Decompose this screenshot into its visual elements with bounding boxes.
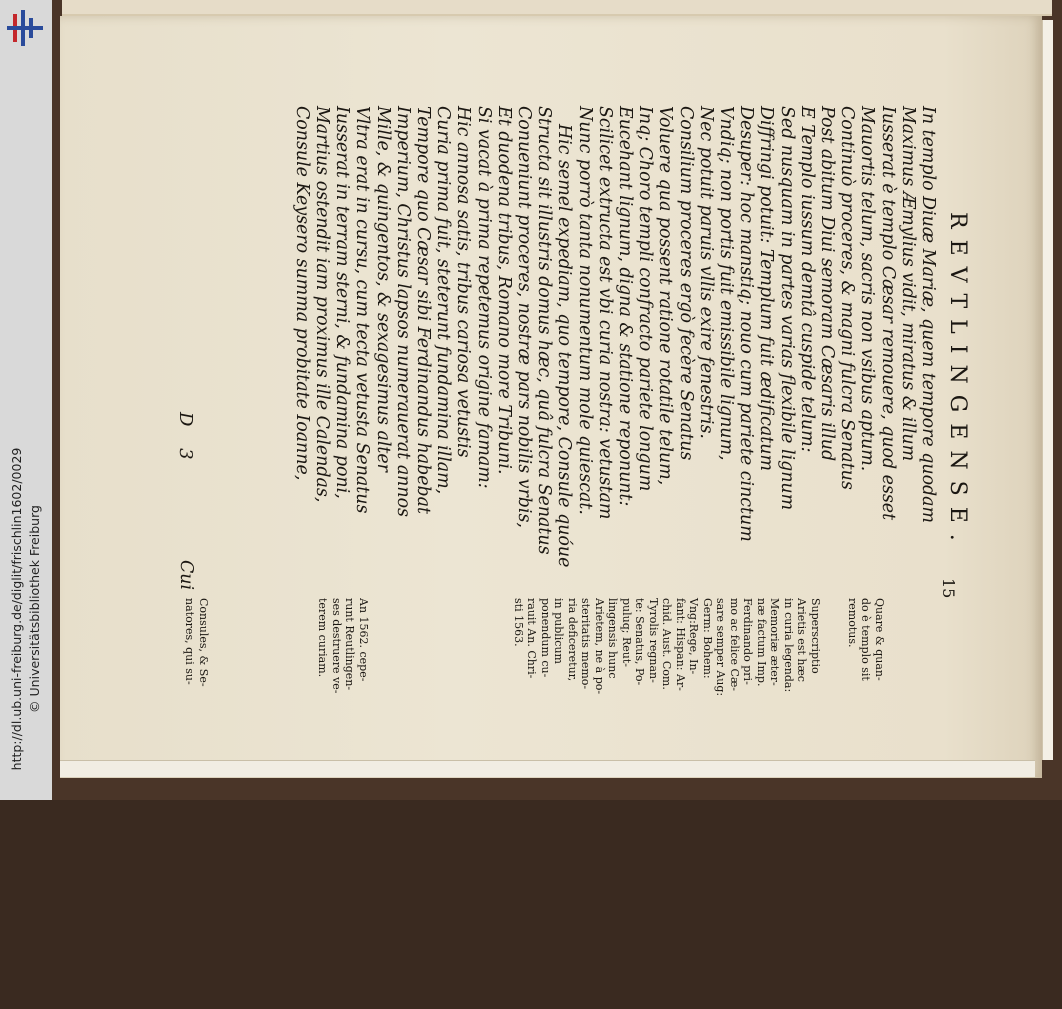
verse-line: Mille, & quingentos, & sexagesimus alter <box>372 106 393 472</box>
verse-line: Continuò proceres, & magni fulcra Senatus <box>837 106 858 490</box>
verse-line: Consule Keysero summa probitate Ioanne, <box>291 106 312 481</box>
verse-line: Si vacat à prima repetemus origine famam: <box>473 106 494 489</box>
verse-line: Conueniunt proceres, nostræ pars nobilis vrbis, <box>514 106 534 528</box>
verse-line: E Templo iussum demtâ cuspide telum: <box>796 106 817 453</box>
margin-note-3: An 1562. cepe- runt Reutlingen- ses destruere ve- terem curiam. <box>316 598 370 694</box>
verse-line: Imperium, Christus lapsos numerauerat annos <box>392 106 413 517</box>
margin-note-1: Quare & quan- do è templo sit remotus. <box>846 598 886 681</box>
verse-line: Scilicet extructa est vbi curia nostra: vetustam <box>594 106 615 520</box>
signature-mark: D 3 <box>175 412 196 468</box>
verse-line: Vltra erat in cursu, cum tecta vetusta Senatus <box>352 106 373 514</box>
margin-note-2: Superscriptio Arietis est hæc in curia legenda: Memoriæ æter- næ factum Imp. Ferdinando pri- mo ac felice Cæ- sare semper Aug: Germ: Bohem: Vng:Rege, In- fant: Hispan: Ar- chid. Aust. Com. Tyrolis regnan- te: Senatus, Po- puluq; Reut- lingensis hunc Arietem, ne à po- steritatis memo- ria deficeretur, in publicum ponendum cu- rauit An. Chri- sti 1563. <box>512 598 822 697</box>
margin-note-4: Consules, & Se- natores, qui su- <box>183 598 210 687</box>
page-header-title: REVTLINGENSE. <box>945 212 970 552</box>
verse-line: Martius ostendit iam proximus ille Calendas, <box>312 106 332 503</box>
verse-line: Voluere qua possent ratione rotatile telum, <box>655 106 676 486</box>
verse-line: Vndiq; non portis fuit emissibile lignum, <box>716 106 736 461</box>
page-edge-bottom <box>60 760 1035 777</box>
verse-line: Tempore quo Cæsar sibi Ferdinandus habebat <box>413 106 433 515</box>
verse-line: Hic semel expediam, quo tempore, Consule quóue <box>554 124 575 568</box>
verse-line: Desuper: hoc manstiq; nouo cum pariete cinctum <box>736 106 757 542</box>
verse-line: Inq; Choro templi confracto pariete longum <box>635 106 656 492</box>
page-number: 15 <box>939 578 958 599</box>
verse-line: Nec potuit paruis vllis exire fenestris. <box>695 106 716 439</box>
permalink-url[interactable]: http://dl.ub.uni-freiburg.de/diglit/frischlin1602/0029 <box>9 447 24 771</box>
university-logo-icon <box>7 8 43 48</box>
viewer-sidebar <box>0 0 52 800</box>
verse-line: Consilium proceres ergò fecère Senatus <box>675 106 696 461</box>
verse-line: Diffringi potuit: Templum fuit ædificatum <box>756 106 777 471</box>
verse-line: Iusserat in terram sterni, & fundamina poni, <box>332 106 353 499</box>
verse-line: Iusserat è templo Cæsar remouere, quod esset <box>877 106 898 521</box>
verse-line: Maximus Æmylius vidit, miratus & illum <box>897 106 918 462</box>
verse-line: Eucehant lignum, digna & statione reponunt: <box>615 106 635 507</box>
verse-line: Hic annosa satis, tribus cariosa vetustis <box>453 106 474 458</box>
verse-line: Mauortis telum, sacris non vsibus aptum. <box>857 106 878 472</box>
verse-line: Curia prima fuit, steterunt fundamina illam, <box>433 106 454 495</box>
verse-line: Sed nusquam in partes varias flexibile lignum <box>776 106 797 511</box>
verse-line: Post abitum Diui semoram Cæsaris illud <box>817 106 837 462</box>
copyright-notice: © Universitätsbibliothek Freiburg <box>27 505 42 713</box>
catchword: Cui <box>176 560 196 591</box>
verse-line: Nunc porrò tanta nonumentum mole quiescat. <box>574 106 595 515</box>
page-stack-top <box>62 0 1052 16</box>
verse-line: In templo Diuæ Mariæ, quem tempore quodam <box>918 106 938 524</box>
verse-line: Structa sit illustris domus hæc, quâ fulcra Senatus <box>534 106 555 555</box>
verse-line: Et duodena tribus, Romano more Tribuni. <box>493 106 514 475</box>
page-edge-right <box>1042 20 1053 760</box>
